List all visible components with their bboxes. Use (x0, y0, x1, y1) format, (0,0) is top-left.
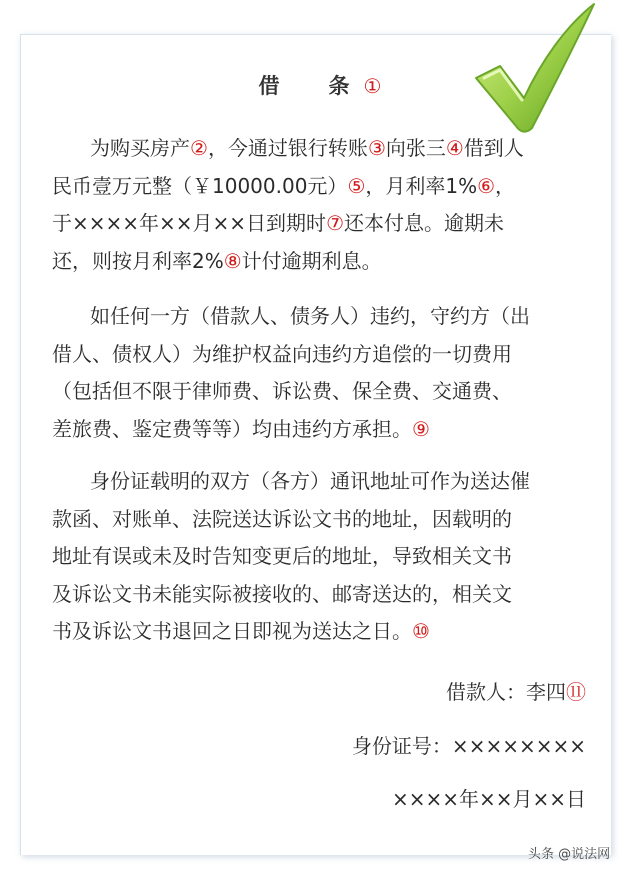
text-line (52, 243, 592, 281)
paragraph-service-address (52, 463, 592, 651)
text-segment: 民币壹万元整（￥10000.00元） (52, 173, 348, 198)
title-text: 借 条 (258, 74, 364, 98)
id-number: 身份证号：×××××××× (351, 734, 586, 758)
borrower-label: 借款人：李四 (446, 680, 566, 704)
text-line (52, 613, 592, 651)
text-segment: 为购买房产 (90, 136, 190, 160)
footnote-marker: ③ (367, 136, 386, 160)
text-line: 借人、债权人）为维护权益向违约方追偿的一切费用 (52, 341, 512, 366)
borrower-signature (446, 676, 586, 705)
text-line (52, 411, 592, 449)
text-segment: 还本付息。逾期未 (344, 211, 504, 235)
watermark: 头条 @说法网 (528, 847, 611, 862)
paragraph-loan-terms (52, 130, 592, 280)
footnote-marker: ① (363, 74, 382, 98)
footnote-marker: ⑧ (223, 248, 242, 273)
text-segment: 差旅费、鉴定费等等）均由违约方承担。 (52, 416, 412, 441)
text-segment: 计付逾期利息。 (241, 248, 382, 273)
footnote-marker: ⑪ (566, 680, 586, 704)
text-line: 地址有误或未及时告知变更后的地址，导致相关文书 (52, 544, 512, 568)
text-line (52, 205, 592, 243)
text-line: 如任何一方（借款人、债务人）违约，守约方（出 (90, 304, 530, 328)
paragraph-default-clause (52, 298, 592, 448)
footnote-marker: ⑨ (412, 416, 430, 441)
text-line: 款函、对账单、法院送达诉讼文书的地址，因载明的 (52, 506, 512, 531)
text-line: 身份证载明的双方（各方）通讯地址可作为送达催 (90, 469, 530, 493)
footnote-marker: ⑥ (477, 173, 496, 198)
text-segment: 书及诉讼文书退回之日即视为送达之日。 (52, 619, 412, 643)
text-segment: 向张三 (385, 136, 446, 160)
text-segment: ，月利率1% (365, 173, 478, 198)
text-line (52, 130, 592, 168)
text-segment: 于××××年××月××日到期时 (52, 211, 327, 235)
text-line: （包括但不限于律师费、诉讼费、保全费、交通费、 (52, 379, 512, 403)
footnote-marker: ④ (445, 136, 464, 160)
text-segment: ，今通过银行转账 (207, 136, 368, 160)
footnote-marker: ⑦ (326, 211, 344, 235)
footnote-marker: ⑩ (412, 619, 430, 643)
text-segment: 借到人 (463, 136, 524, 160)
document-title (0, 70, 640, 100)
footnote-marker: ② (190, 136, 208, 160)
text-segment: 还，则按月利率2% (52, 248, 224, 273)
text-line: 及诉讼文书未能实际被接收的、邮寄送达的，相关文 (52, 581, 512, 606)
text-segment: ， (495, 173, 516, 198)
signature-date: ××××年××月××日 (391, 787, 586, 811)
text-line (52, 168, 592, 206)
footnote-marker: ⑤ (347, 173, 366, 198)
